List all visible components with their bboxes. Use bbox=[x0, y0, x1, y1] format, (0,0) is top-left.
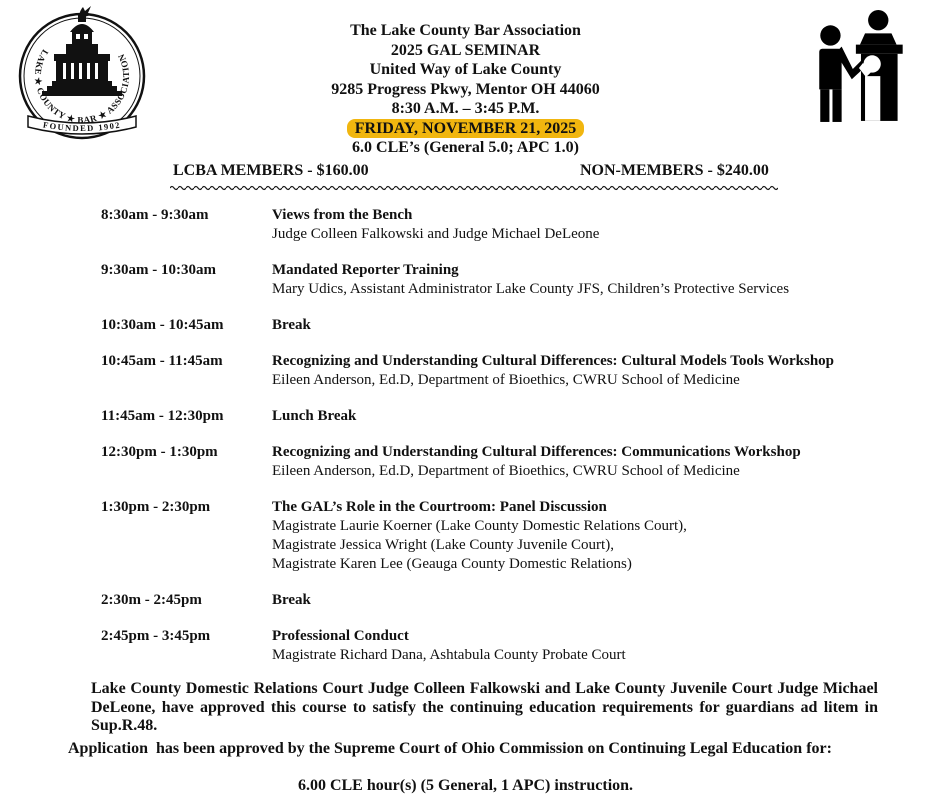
header bbox=[0, 21, 931, 158]
speaker-line: Magistrate Laurie Koerner (Lake County Domestic Relations Court), bbox=[272, 518, 687, 534]
session-title: Lunch Break bbox=[272, 408, 357, 424]
non-members-price: NON-MEMBERS - $240.00 bbox=[580, 162, 769, 179]
speaker-line: Magistrate Jessica Wright (Lake County Juvenile Court), bbox=[272, 537, 614, 553]
schedule-row bbox=[101, 316, 913, 335]
judges-approval-paragraph: Lake County Domestic Relations Court Judge Colleen Falkowski and Lake County Juvenile Court Judge Michael DeLeone, have approved this course to satisfy the continuing education requirements for guardians ad litem in Sup.R.48. bbox=[91, 680, 878, 734]
seminar-title: 2025 GAL SEMINAR bbox=[390, 41, 541, 59]
session-speakers bbox=[272, 462, 913, 481]
session-title: Mandated Reporter Training bbox=[272, 262, 459, 278]
schedule-row bbox=[101, 407, 913, 426]
session-title: Professional Conduct bbox=[272, 628, 409, 644]
session-body bbox=[272, 316, 913, 335]
speaker-line: Magistrate Richard Dana, Ashtabula County Probate Court bbox=[272, 647, 626, 663]
session-title: Views from the Bench bbox=[272, 207, 413, 223]
session-body bbox=[272, 407, 913, 426]
members-price: LCBA MEMBERS - $160.00 bbox=[173, 162, 369, 179]
session-body bbox=[272, 498, 913, 574]
seal-ring-text: LAKE ★ COUNTY ★ BAR ★ ASSOCIATION bbox=[32, 47, 132, 126]
guardian-child-judge-icon bbox=[813, 8, 913, 125]
venue-address: 9285 Progress Pkwy, Mentor OH 44060 bbox=[331, 80, 600, 98]
session-body bbox=[272, 352, 913, 390]
seal-banner-text: FOUNDED 1902 bbox=[42, 119, 122, 134]
session-time: 9:30am - 10:30am bbox=[101, 262, 216, 278]
session-time: 11:45am - 12:30pm bbox=[101, 408, 224, 424]
session-title: Break bbox=[272, 592, 311, 608]
gal-pictogram-svg bbox=[813, 8, 913, 125]
session-speakers bbox=[272, 280, 913, 299]
session-body bbox=[272, 443, 913, 481]
speaker-line: Magistrate Karen Lee (Geauga County Domestic Relations) bbox=[272, 556, 632, 572]
session-speakers bbox=[272, 517, 913, 574]
schedule-row bbox=[101, 206, 913, 244]
session-title: Recognizing and Understanding Cultural Differences: Communications Workshop bbox=[272, 444, 801, 460]
schedule-row bbox=[101, 627, 913, 665]
session-time: 10:30am - 10:45am bbox=[101, 317, 224, 333]
session-time: 10:45am - 11:45am bbox=[101, 353, 223, 369]
speaker-line: Eileen Anderson, Ed.D, Department of Bioethics, CWRU School of Medicine bbox=[272, 372, 740, 388]
session-body bbox=[272, 627, 913, 665]
schedule-row bbox=[101, 261, 913, 299]
session-title: The GAL’s Role in the Courtroom: Panel Discussion bbox=[272, 499, 607, 515]
session-time: 1:30pm - 2:30pm bbox=[101, 499, 211, 515]
schedule-row bbox=[101, 443, 913, 481]
session-speakers bbox=[272, 225, 913, 244]
session-speakers bbox=[272, 371, 913, 390]
speaker-line: Mary Udics, Assistant Administrator Lake County JFS, Children’s Protective Services bbox=[272, 281, 790, 297]
session-time: 8:30am - 9:30am bbox=[101, 207, 209, 223]
schedule-row bbox=[101, 352, 913, 390]
date-highlight: FRIDAY, NOVEMBER 21, 2025 bbox=[347, 119, 585, 139]
session-title: Break bbox=[272, 317, 311, 333]
event-date-row bbox=[0, 119, 931, 139]
session-body bbox=[272, 261, 913, 299]
event-hours: 8:30 A.M. – 3:45 P.M. bbox=[391, 100, 540, 117]
schedule-row bbox=[101, 498, 913, 574]
session-body bbox=[272, 206, 913, 244]
schedule-row bbox=[101, 591, 913, 610]
session-body bbox=[272, 591, 913, 610]
session-time: 2:45pm - 3:45pm bbox=[101, 628, 211, 644]
speaker-line: Eileen Anderson, Ed.D, Department of Bioethics, CWRU School of Medicine bbox=[272, 463, 740, 479]
venue-name: United Way of Lake County bbox=[369, 61, 562, 78]
session-time: 12:30pm - 1:30pm bbox=[101, 444, 218, 460]
organization-name: The Lake County Bar Association bbox=[350, 22, 581, 39]
schedule bbox=[101, 206, 913, 682]
speaker-line: Judge Colleen Falkowski and Judge Michael DeLeone bbox=[272, 226, 600, 242]
cle-credits-line: 6.0 CLE’s (General 5.0; APC 1.0) bbox=[352, 139, 579, 156]
session-time: 2:30m - 2:45pm bbox=[101, 592, 202, 608]
supreme-court-application-line: Application has been approved by the Supreme Court of Ohio Commission on Continuing Legal Education for: bbox=[68, 740, 832, 757]
wavy-divider bbox=[170, 184, 778, 192]
session-speakers bbox=[272, 646, 913, 665]
session-title: Recognizing and Understanding Cultural Differences: Cultural Models Tools Workshop bbox=[272, 353, 835, 369]
cle-hours-line: 6.00 CLE hour(s) (5 General, 1 APC) instruction. bbox=[297, 777, 634, 794]
